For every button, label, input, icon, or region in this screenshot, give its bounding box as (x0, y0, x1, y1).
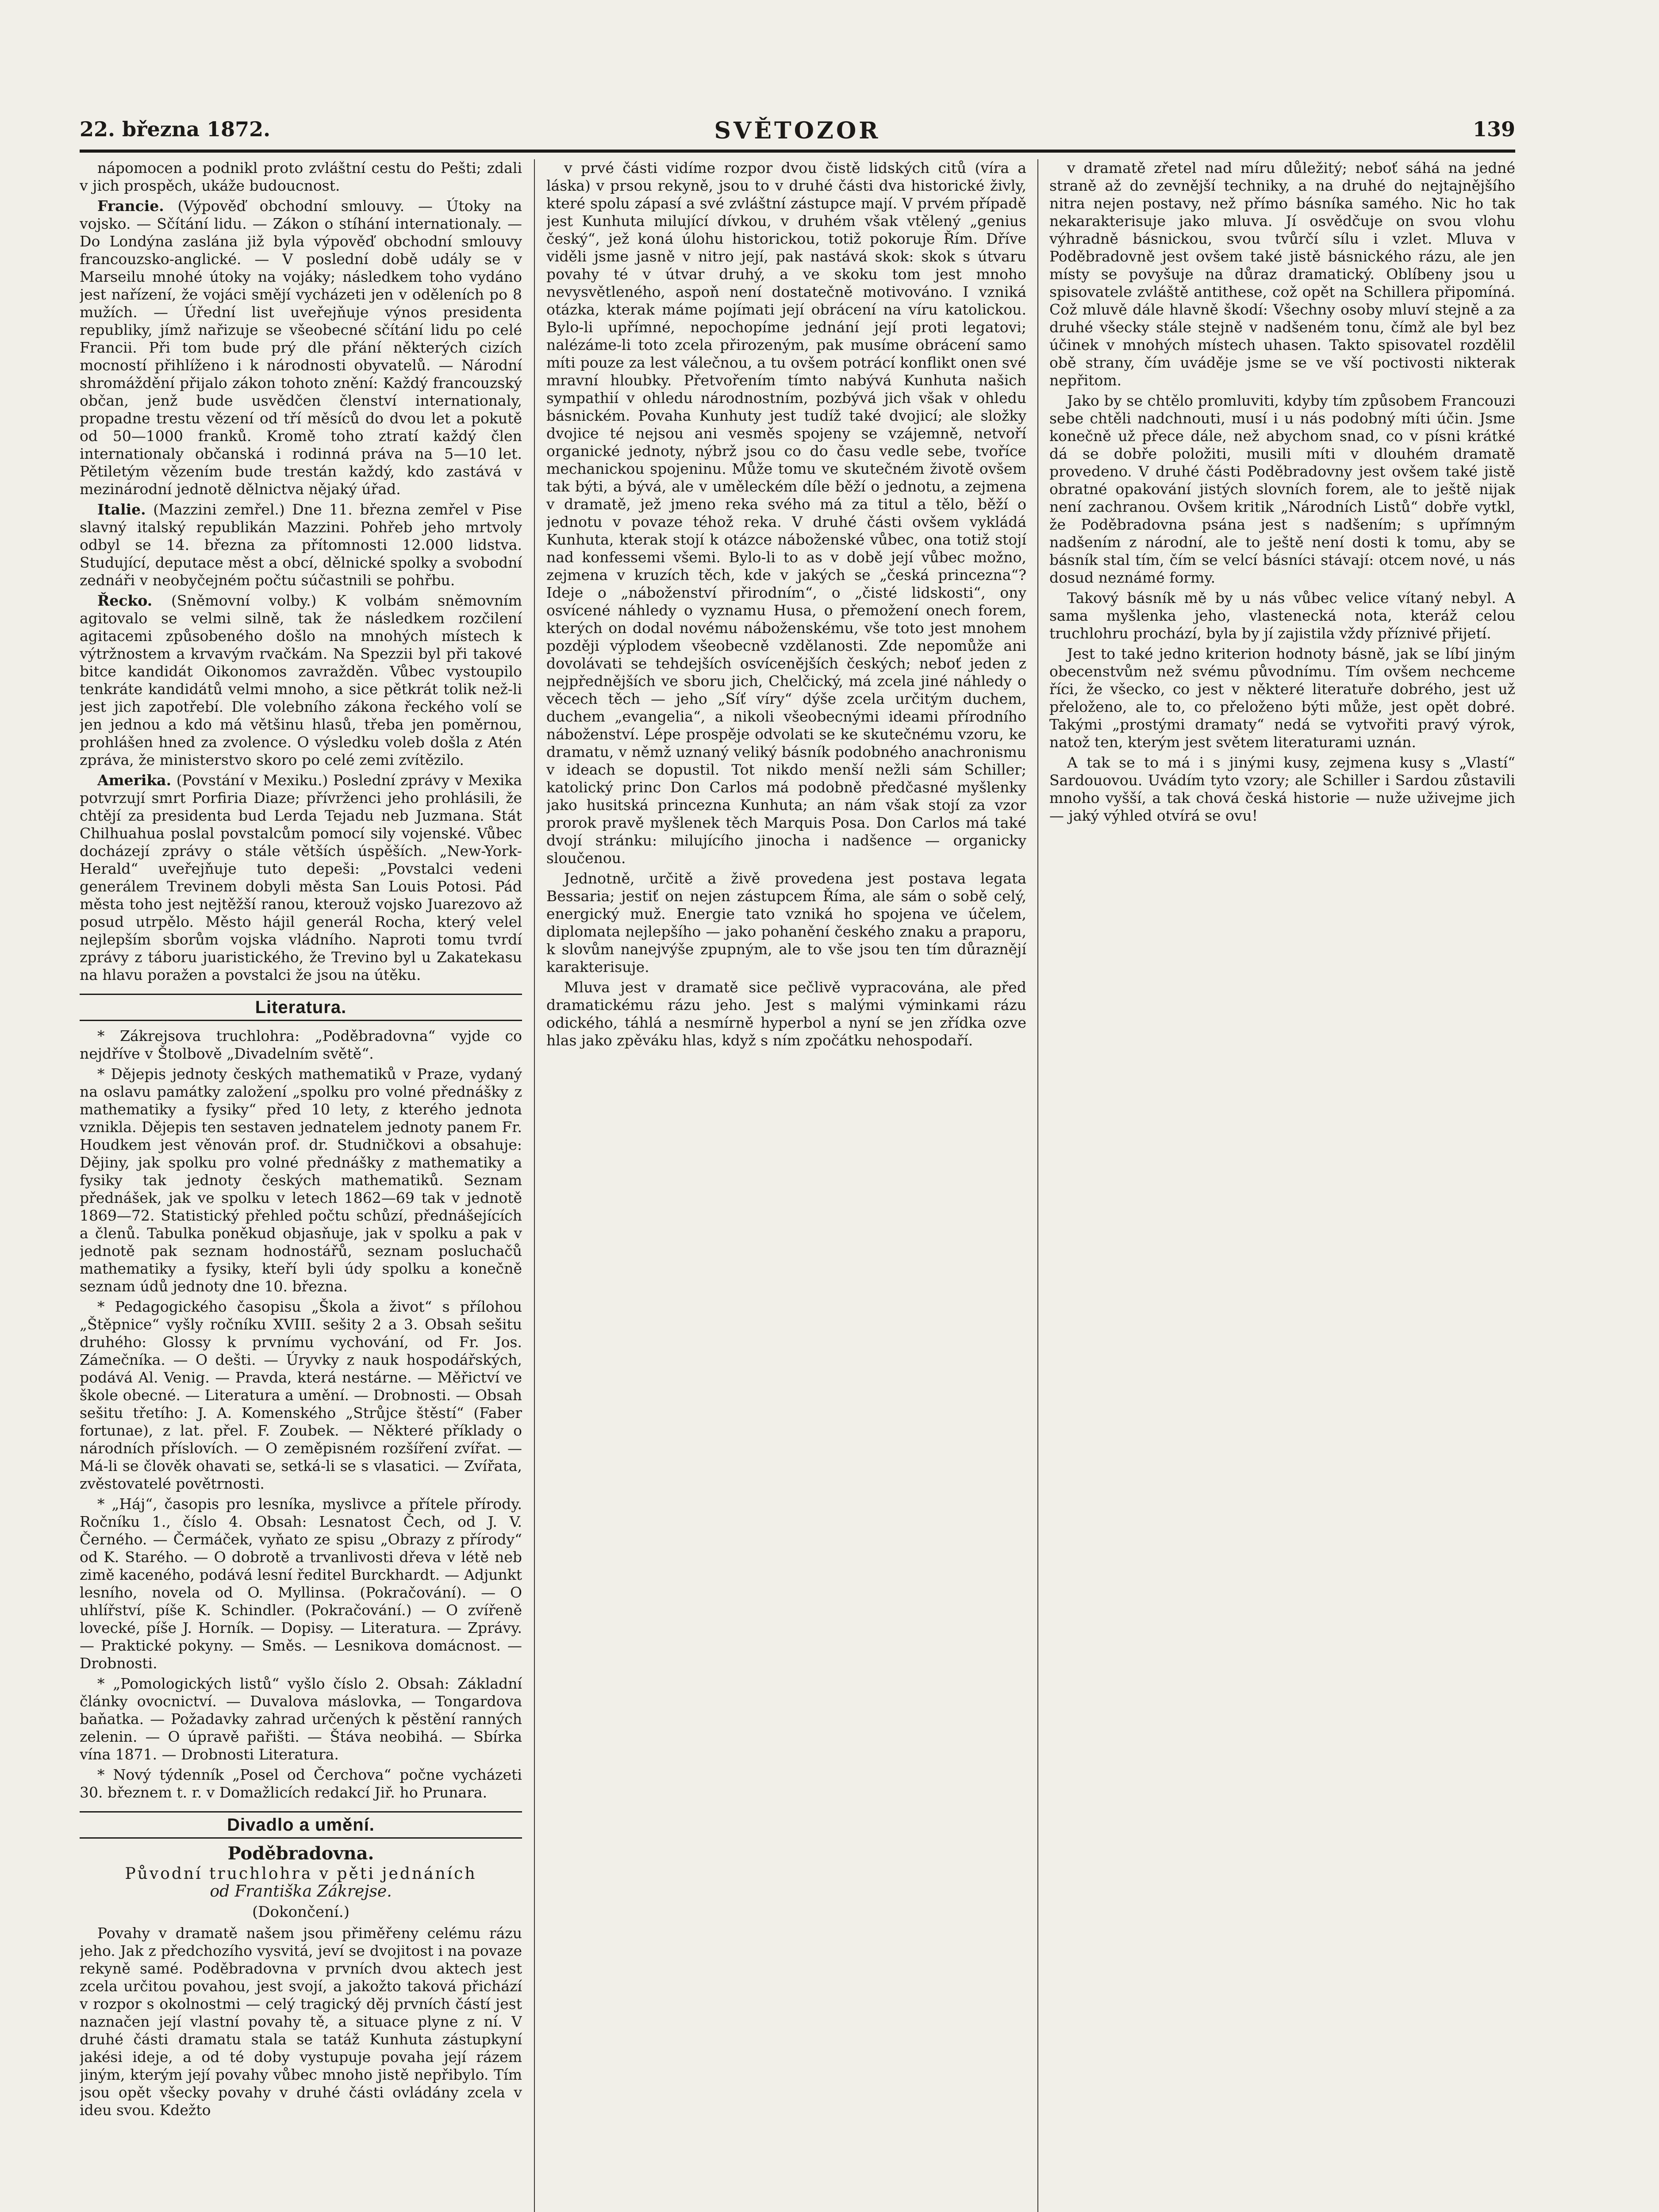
column-divider-2 (1037, 159, 1038, 2212)
news-item: Amerika. (Povstání v Mexiku.) Poslední zprávy v Mexika potvrzují smrt Porfiria Diaze; přívrženci jeho prohlásili, že chtějí za presidenta bud Lerda Tejadu neb Juzmana. Stát Chilhuahua poslal povstalcům pomocí sily vojenské. Vůbec docházejí zprávy o stále větších úspěších. „New-York-Herald“ uveřejňuje tuto depeši: „Povstalci vedeni generálem Trevinem dobyli města San Louis Potosi. Pád města toho jest nejtěžší ranou, kterouž vojsko Juarezovo až posud utrpělo. Město hájil generál Rocha, který velel nejlepším sborům vojska vládního. Naproti tomu tvrdí zprávy z táboru juaristického, že Trevino byl u Zakatekasu na hlavu poražen a povstalci že jsou na útěku. (80, 772, 522, 983)
literatura-item: * Pedagogického časopisu „Škola a život“ s přílohou „Štěpnice“ vyšly ročníku XVIII. sešity 2 a 3. Obsah sešitu druhého: Glossy k prvnímu vychování, od Fr. Jos. Zámečníka. — O dešti. — Úryvky z nauk hospodářských, podává Al. Venig. — Pravda, která nestárne. — Měřictví ve škole obecné. — Literatura a umění. — Drobnosti. — Obsah sešitu třetího: J. A. Komenského „Strůjce štěstí“ (Faber fortunae), z lat. přel. F. Zoubek. — Některé příklady o národních příslovích. — O zeměpisném rozšíření zvířat. — Má-li se člověk ohavati se, setká-li se s vlasatici. — Zvířata, zvěstovatelé povětrnosti. (80, 1298, 522, 1492)
literatura-section (80, 1027, 522, 1801)
news-section (80, 159, 522, 984)
issue-date: 22. března 1872. (80, 117, 271, 141)
review-paragraph: v prvé části vidíme rozpor dvou čistě lidských citů (víra a láska) v prsou rekyně, jsou to v druhé části dva historické živly, které spolu zápasí a své zvláštní zástupce mají. V prvém případě jest Kunhuta milující dívkou, v druhém však vtělený „genius český“, jež koná úlohu historickou, totiž pokoruje Řím. Dříve viděli jsme jasně v nitro její, pak nastává skok: skok s útvaru povahy té v útvar druhý, a ve skoku tom jest mnoho nevysvětleného, aspoň není dostatečně motivováno. I vzniká otázka, kterak máme pojímati její obrácení na víru katolickou. Bylo-li upřímné, nepochopíme jednání její proti legatovi; nalézáme-li toto zcela přirozeným, pak musíme obrácení samo míti pouze za lest válečnou, a tu ovšem potrácí konflikt onen své mravní hloubky. Přetvořením tímto nabývá Kunhuta našich sympathií v ohledu národnostním, pozbývá jich však v ohledu básnickém. Povaha Kunhuty jest tudíž také dvojicí; ale složky dvojice té nejsou ani vesměs spojeny se vzájemně, netvoří organické jednoty, nýbrž jsou co do času vedle sebe, tvoříce mechanickou spojeninu. Může tomu ve skutečném životě ovšem tak býti, a bývá, ale v uměleckém díle běží o jednotu, a zejmena v dramatě, jež jmeno reka svého má za titul a tělo, běží o jednotu v povaze téhož reka. V druhé části ovšem vykládá Kunhuta, kterak stojí k otázce náboženské vůbec, ona totiž stojí nad konfessemi všemi. Bylo-li to as v době její vůbec možno, zejmena v kruzích těch, kde v jakých se „česká princezna“? Ideje o „náboženství přirodním“, o „čisté lidskosti“, ony osvícené náhledy o vyznamu Husa, o přemožení onech forem, kterých on dodal novému náboženskému, vše toto jest mnohem později výplodem všeobecně vzdělanosti. Zde nepomůže ani dovolávati se tehdejších osvícenějších českých; neboť jeden z nejpřednějších ve sboru jich, Chelčický, má zcela jiné náhledy o věcech těch — jeho „Síť víry“ dýše zcela určitým duchem, duchem „evangelia“, a nikoli všeobecnými ideami přírodního náboženství. Lépe prospěje odvolati se ke skutečnému vzoru, ke dramatu, v němž uznaný veliký básník podobného anachronismu v ideach se dopustil. Tot nikdo menší nežli sám Schiller; katolický princ Don Carlos má podobně předčasné myšlenky jako husitská princezna Kunhuta; an nám však stojí za vzor prorok pravě myšlenek těch Marquis Posa. Don Carlos má také dvojí stránku: milujícího jinocha i nadšence — organicky sloučenou. (546, 159, 1026, 867)
column-3 (1049, 159, 1515, 2212)
review-paragraph: Povahy v dramatě našem jsou přiměřeny celému rázu jeho. Jak z předchozího vysvitá, jeví se dvojitost i na povaze rekyně samé. Poděbradovna v prvních dvou aktech jest zcela určitou povahou, jest svojí, a jakožto taková přichází v rozpor s okolnostmi — celý tragický děj prvních částí jest naznačen její vlastní povahy tě, a situace plyne z ní. V druhé části dramatu stala se tatáž Kunhuta zástupkyní jakési ideje, a od té doby vystupuje povaha její rázem jiným, kterým její povahy vůbec mnoho jistě nepřibylo. Tím jsou opět všecky povahy v druhé části ovládány zcela v ideu svou. Kdežto (80, 1924, 522, 2119)
review-paragraph: Mluva jest v dramatě sice pečlivě vypracována, ale před dramatickému rázu jeho. Jest s malými výminkami rázu odického, táhlá a nesmírně hyperbol a nyní se jen zřídka ozve hlas jako zpěváku hlas, když s ním zpočátku nehospodaří. (546, 979, 1026, 1049)
column-1 (80, 159, 522, 2212)
review-paragraph: Jest to také jedno kriterion hodnoty básně, jak se líbí jiným obecenstvům než svému původnímu. Tím ovšem nechceme říci, že všecko, co jest v některé literatuře dobrého, jest už přeloženo, ale to, co přeloženo býti může, jest opět dobré. Takými „prostými dramaty“ nedá se vytvořiti pravý výrok, natož ten, kterým jest světem literaturami uznán. (1049, 645, 1515, 751)
review-paragraph: Jako by se chtělo promluviti, kdyby tím způsobem Francouzi sebe chtěli nadchnouti, musí i u nás podobný míti účin. Jsme konečně už přece dále, než abychom snad, co v písni krátké dá se dobře položiti, musili míti v dlouhém dramatě provedeno. V druhé části Poděbradovny jest ovšem také jistě obratné opakování jistých slovních forem, ale to ještě nijak není zachranou. Ovšem kritik „Národních Listů“ dobře vytkl, že Poděbradovna psána jest s nadšením; s upřímným nadšením z národní, ale to ještě není dosti k tomu, aby se básník stal tím, čím se velcí básníci stávají: otcem nové, u nás dosud neznámé formy. (1049, 392, 1515, 586)
news-item: Italie. (Mazzini zemřel.) Dne 11. března zemřel v Pise slavný italský republikán Mazzini. Pohřeb jeho mrtvoly odbyl se 14. března za přítomnosti 12.000 lidstva. Studující, deputace měst a obcí, dělnické spolky a svobodní zednáři v neobyčejném počtu súčastnili se pohřbu. (80, 501, 522, 589)
literatura-item: * Dějepis jednoty českých mathematiků v Praze, vydaný na oslavu památky založení „spolku pro volné přednášky z mathematiky a fysiky“ před 10 lety, z kterého jednota vznikla. Dějepis ten sestaven jednatelem jednoty panem Fr. Houdkem jest věnován prof. dr. Studničkovi a obsahuje: Dějiny, jak spolku pro volné přednášky z mathematiky a fysiky tak jednoty českých mathematiků. Seznam přednášek, jak ve spolku v letech 1862—69 tak v jednotě 1869—72. Statistický přehled počtu schůzí, přednášejících a členů. Tabulka poněkud objasňuje, jak v spolku a pak v jednotě pak seznam hodnostářů, seznam posluchačů mathematiky a fysiky, kteří byli údy spolku a konečně seznam údů jednoty dne 10. března. (80, 1065, 522, 1295)
literatura-item: * Zákrejsova truchlohra: „Poděbradovna“ vyjde co nejdříve v Štolbově „Divadelním světě“. (80, 1027, 522, 1062)
header-rule (80, 150, 1515, 153)
review-paragraph: A tak se to má i s jinými kusy, zejmena kusy s „Vlastí“ Sardouovou. Uvádím tyto vzory; ale Schiller i Sardou zůstavili mnoho vyšší, a tak chová česká historie — nuže uživejme jich — jaký výhled otvírá se ovu! (1049, 754, 1515, 824)
continued-note: (Dokončení.) (252, 1903, 349, 1921)
literatura-heading: Literatura. (80, 994, 522, 1021)
divadlo-heading: Divadlo a umění. (80, 1811, 522, 1839)
news-item: Řecko. (Sněmovní volby.) K volbám sněmovním agitovalo se velmi silně, tak že následkem rozčilení agitacemi způsobeného došlo na mnohých místech k výtržnostem a krvavým rvačkám. Na Spezzii byl při takové bitce kandidát Oikonomos zavražděn. Vůbec vystoupilo tenkráte kandidátů velmi mnoho, a sice pětkrát tolik než-li jest jich zapotřebí. Dle volebního zákona řeckého volí se jen jednou a kdo má většinu hlasů, třeba jen poměrnou, prohlášen hned za zvolence. O výsledku voleb došla z Atén zpráva, že ministerstvo skoro po celé zemi zvítězilo. (80, 592, 522, 768)
page-header (80, 113, 1515, 153)
play-author: od Františka Zákrejse. (210, 1882, 392, 1901)
play-title: Poděbradovna. (227, 1843, 374, 1864)
review-paragraph: v dramatě zřetel nad míru důležitý; neboť sáhá na jedné straně až do zevnější techniky, a na druhé do nejtajnějšího nitra nejen postavy, než přímo básníka samého. Nic ho tak nekarakterisuje jako mluva. Jí osvědčuje on svou vlohu výhradně básnickou, svou tvůrčí sílu i vzlet. Mluva v Poděbradovně jest ovšem také jistě básnického rázu, ale jen místy se povyšuje na důraz dramatický. Oblíbeny jsou u spisovatele zvláště antithese, což opět na Schillera připomíná. Což mluvě dále hlavně škodí: Všechny osoby mluví stejně a za druhé všecky stále stejně v nadšeném tonu, čímž ale byl bez účinek v mnohých místech uhasen. Takto spisovatel rozdělil obě strany, čím uváděje jsme se ve vší poctivosti nikterak nepřitom. (1049, 159, 1515, 389)
news-item: Francie. (Výpověď obchodní smlouvy. — Útoky na vojsko. — Sčítání lidu. — Zákon o stíhání internationaly. — Do Londýna zaslána již byla výpověď obchodní smlouvy francouzsko-anglické. — V poslední době udály se v Marseilu mnohé útoky na vojáky; následkem toho vydáno jest nařízení, že vojáci smějí vycházeti jen v oděleních po 8 mužích. — Úřední list uveřejňuje výnos presidenta republiky, jímž nařizuje se všeobecné sčítání lidu po celé Francii. Při tom bude prý dle přání některých cizích mocností přihlíženo i k národnosti obyvatelů. — Národní shromáždění přijalo zákon tohoto znění: Každý francouzský občan, jenž bude usvědčen členství internationaly, propadne trestu vězení od tří měsíců do dvou let a pokutě od 50—1000 franků. Kromě toho ztratí každý člen internationaly občanská i rodinná práva na 5—10 let. Pětiletým vězením bude trestán každý, kdo zastává v mezinárodní jednotě dělnictva nějaký úřad. (80, 197, 522, 498)
column-2 (546, 159, 1026, 2212)
review-paragraph: Takový básník mě by u nás vůbec velice vítaný nebyl. A sama myšlenka jeho, vlastenecká nota, kteráž celou truchlohru prochází, byla by jí zajistila vždy příznivé přijetí. (1049, 589, 1515, 642)
literatura-item: * Nový týdenník „Posel od Čerchova“ počne vycházeti 30. březnem t. r. v Domažlicích redakcí Jiř. ho Prunara. (80, 1766, 522, 1801)
review-paragraph: Jednotně, určitě a živě provedena jest postava legata Bessaria; jestiť on nejen zástupcem Říma, ale sám o sobě celý, energický muž. Energie tato vzniká ho spojena ve účelem, diplomata nejlepšího — jako pohanění českého znaku a praporu, k slovům nanejvýše zpupným, ale to vše jsou ten tím důraznějí karakterisuje. (546, 870, 1026, 975)
news-item: nápomocen a podnikl proto zvláštní cestu do Pešti; zdali v jich prospěch, ukáže budoucnost. (80, 159, 522, 194)
literatura-item: * „Pomologických listů“ vyšlo číslo 2. Obsah: Základní články ovocnictví. — Duvalova máslovka, — Tongardova baňatka. — Požadavky zahrad určených k pěstění ranných zelenin. — O úpravě pařišti. — Štáva neobihá. — Sbírka vína 1871. — Drobnosti Literatura. (80, 1675, 522, 1763)
literatura-item: * „Háj“, časopis pro lesníka, myslivce a přítele přírody. Ročníku 1., číslo 4. Obsah: Lesnatost Čech, od J. V. Černého. — Čermáček, vyňato ze spisu „Obrazy z přírody“ od K. Starého. — O dobrotě a trvanlivosti dřeva v létě neb zimě kaceného, podává lesní ředitel Burckhardt. — Adjunkt lesního, novela od O. Myllinsa. (Pokračování). — O uhlířství, píše K. Schindler. (Pokračování.) — O zvířeně lovecké, píše J. Horník. — Dopisy. — Literatura. — Zprávy. — Praktické pokyny. — Směs. — Lesnikova domácnost. — Drobnosti. (80, 1495, 522, 1672)
masthead-title: SVĚTOZOR (714, 117, 881, 144)
play-subtitle: Původní truchlohra v pěti jednáních (125, 1865, 477, 1883)
column-divider-1 (534, 159, 535, 2212)
page-number: 139 (1472, 117, 1515, 141)
